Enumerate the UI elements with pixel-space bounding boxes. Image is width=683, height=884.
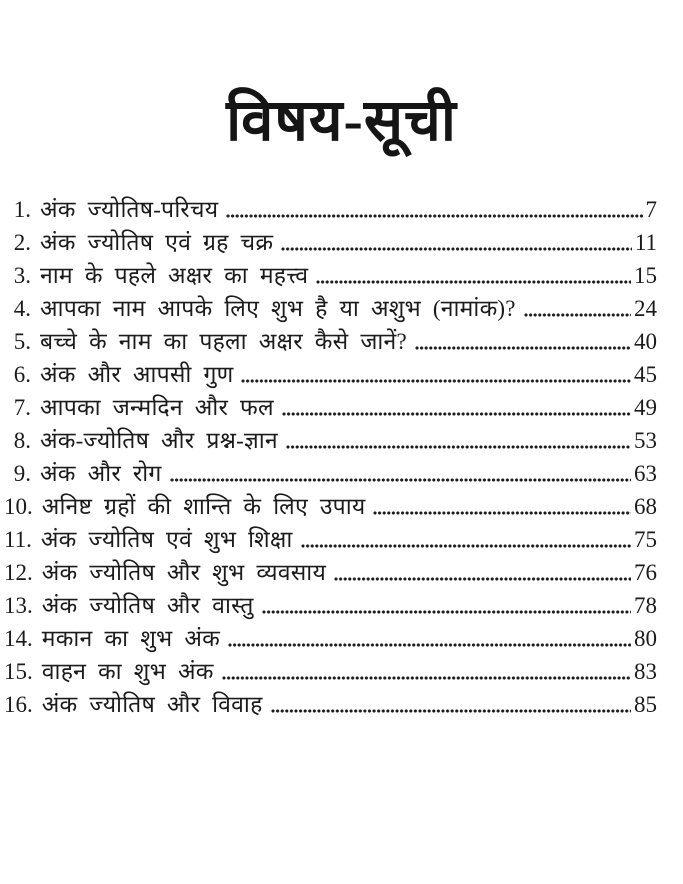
toc-entry-title: वाहन का शुभ अंक [41, 659, 214, 684]
toc-entry-page: 24 [634, 296, 657, 321]
toc-entry [4, 489, 657, 522]
toc-entry-page: 49 [634, 395, 657, 420]
toc-entry-page: 63 [634, 461, 657, 486]
toc-entry-number: 15. [4, 659, 33, 684]
book-page [0, 84, 683, 884]
toc-entry-title: अंक ज्योतिष एवं शुभ शिक्षा [40, 527, 293, 552]
toc-entry [4, 357, 657, 390]
toc-entry-title: नाम के पहले अक्षर का महत्त्व [40, 263, 309, 288]
toc-entry-number: 8. [13, 428, 31, 453]
toc-entry-page: 68 [634, 494, 657, 519]
toc-entry [4, 588, 657, 621]
toc-entry-number: 10. [4, 494, 33, 519]
dotted-leader [228, 643, 631, 647]
toc-entry [4, 390, 657, 423]
dotted-leader [282, 412, 631, 416]
dotted-leader [334, 577, 631, 581]
dotted-leader [415, 346, 631, 350]
toc-entry-number: 2. [13, 230, 31, 255]
toc-entry-number: 1. [13, 197, 31, 222]
toc-entry-page: 45 [634, 362, 657, 387]
toc-list [0, 192, 683, 720]
toc-entry-title: अंक ज्योतिष एवं ग्रह चक्र [40, 230, 274, 255]
toc-entry [4, 687, 657, 720]
toc-entry [4, 192, 657, 225]
toc-entry [4, 291, 657, 324]
toc-entry-title: अंक-ज्योतिष और प्रश्न-ज्ञान [40, 428, 278, 453]
dotted-leader [524, 313, 631, 317]
dotted-leader [373, 511, 631, 515]
toc-entry-number: 3. [13, 263, 31, 288]
dotted-leader [271, 709, 632, 713]
toc-entry-page: 85 [634, 692, 657, 717]
toc-entry-page: 83 [634, 659, 657, 684]
toc-entry-page: 7 [645, 197, 657, 222]
toc-entry-number: 6. [13, 362, 31, 387]
toc-entry-page: 40 [634, 329, 657, 354]
toc-entry-number: 13. [4, 593, 33, 618]
dotted-leader [222, 676, 631, 680]
toc-entry-title: अंक और रोग [40, 461, 162, 486]
toc-entry-number: 11. [4, 527, 32, 552]
toc-entry-page: 76 [634, 560, 657, 585]
dotted-leader [301, 544, 631, 548]
toc-entry-title: आपका नाम आपके लिए शुभ है या अशुभ (नामांक)? [40, 296, 516, 321]
toc-entry-title: अंक ज्योतिष और शुभ व्यवसाय [41, 560, 326, 585]
toc-entry [4, 456, 657, 489]
toc-entry-page: 11 [634, 230, 657, 255]
toc-entry-title: आपका जन्मदिन और फल [40, 395, 274, 420]
toc-entry-number: 7. [13, 395, 31, 420]
toc-entry-number: 4. [13, 296, 31, 321]
toc-entry-title: मकान का शुभ अंक [41, 626, 221, 651]
toc-entry [4, 522, 657, 555]
toc-entry-page: 80 [634, 626, 657, 651]
toc-entry-title: बच्चे के नाम का पहला अक्षर कैसे जानें? [40, 329, 407, 354]
toc-entry-number: 5. [13, 329, 31, 354]
dotted-leader [241, 379, 631, 383]
toc-entry-number: 12. [4, 560, 33, 585]
toc-entry-title: अंक ज्योतिष और वास्तु [41, 593, 254, 618]
toc-entry [4, 555, 657, 588]
dotted-leader [226, 214, 642, 218]
toc-entry-title: अनिष्ट ग्रहों की शान्ति के लिए उपाय [41, 494, 366, 519]
toc-entry [4, 423, 657, 456]
toc-entry-number: 9. [13, 461, 31, 486]
toc-entry-number: 16. [4, 692, 33, 717]
dotted-leader [170, 478, 631, 482]
toc-entry-page: 75 [634, 527, 657, 552]
toc-entry [4, 258, 657, 291]
toc-entry-title: अंक ज्योतिष-परिचय [40, 197, 219, 222]
page-title: विषय-सूची [226, 88, 457, 153]
toc-entry-title: अंक ज्योतिष और विवाह [41, 692, 263, 717]
dotted-leader [286, 445, 631, 449]
toc-entry [4, 225, 657, 258]
toc-entry-number: 14. [4, 626, 33, 651]
dotted-leader [316, 280, 631, 284]
toc-entry-page: 15 [634, 263, 657, 288]
toc-entry [4, 621, 657, 654]
toc-entry-title: अंक और आपसी गुण [40, 362, 234, 387]
dotted-leader [262, 610, 631, 614]
toc-entry-page: 78 [634, 593, 657, 618]
toc-entry-page: 53 [634, 428, 657, 453]
toc-entry [4, 654, 657, 687]
dotted-leader [281, 247, 632, 251]
toc-entry [4, 324, 657, 357]
